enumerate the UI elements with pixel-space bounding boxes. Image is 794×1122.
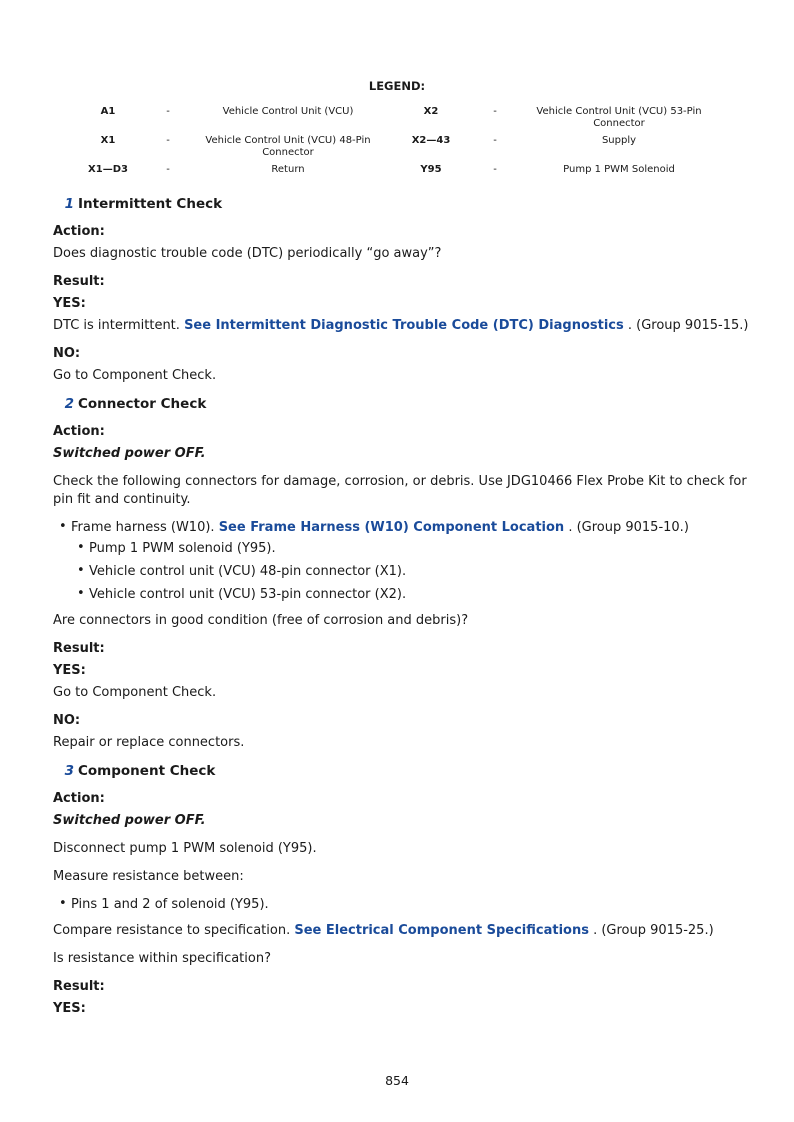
step-heading xyxy=(53,395,753,413)
legend-code: A1 xyxy=(100,106,116,117)
step-title: Intermittent Check xyxy=(78,196,223,212)
step-heading xyxy=(53,762,753,780)
instruction-text: Check the following connectors for damage, corrosion, or debris. Use JDG10466 Flex Probe Kit to check for pin fit and continuity. xyxy=(53,474,747,507)
legend-code: X2—43 xyxy=(411,135,451,146)
action-label: Action: xyxy=(53,424,105,439)
harness-text: Frame harness (W10). xyxy=(71,520,215,535)
no-text: Repair or replace connectors. xyxy=(53,735,245,750)
yes-label: YES: xyxy=(53,663,86,678)
yes-text-body: DTC is intermittent. xyxy=(53,318,180,333)
legend-dash: - xyxy=(493,135,497,146)
list-item: • Pump 1 PWM solenoid (Y95). xyxy=(89,540,753,558)
legend-dash: - xyxy=(166,164,170,175)
compare-text xyxy=(53,922,753,940)
legend-description: Pump 1 PWM Solenoid xyxy=(563,164,675,175)
result-label: Result: xyxy=(53,979,105,994)
measure-text: Measure resistance between: xyxy=(53,869,244,884)
compare-text-body: Compare resistance to specification. xyxy=(53,923,291,938)
legend-code: X2 xyxy=(423,106,439,117)
no-label: NO: xyxy=(53,713,81,728)
result-label: Result: xyxy=(53,641,105,656)
frame-harness-link[interactable]: See Frame Harness (W10) Component Location xyxy=(218,520,565,535)
legend-dash: - xyxy=(493,106,497,117)
no-text: Go to Component Check. xyxy=(53,368,217,383)
yes-label: YES: xyxy=(53,296,86,311)
list-item: • Vehicle control unit (VCU) 48-pin connector (X1). xyxy=(89,563,753,581)
power-off-note: Switched power OFF. xyxy=(53,813,206,828)
group-reference: . (Group 9015-15.) xyxy=(623,318,749,333)
step-title: Connector Check xyxy=(78,396,207,412)
legend-description: Vehicle Control Unit (VCU) 48-Pin Connector xyxy=(205,135,371,158)
legend-code: X1—D3 xyxy=(88,164,128,175)
yes-text xyxy=(53,317,753,335)
list-item xyxy=(71,519,753,537)
step-title: Component Check xyxy=(78,763,216,779)
group-reference: . (Group 9015-10.) xyxy=(564,520,689,535)
list-item: • Vehicle control unit (VCU) 53-pin connector (X2). xyxy=(89,586,753,604)
page-number: 854 xyxy=(385,1073,409,1088)
legend-row xyxy=(60,106,740,129)
pin-list xyxy=(53,896,753,914)
step-number: 2 xyxy=(64,396,74,412)
legend-dash: - xyxy=(166,135,170,146)
action-label: Action: xyxy=(53,224,105,239)
legend-description: Supply xyxy=(601,135,637,146)
result-label: Result: xyxy=(53,274,105,289)
legend-code: Y95 xyxy=(420,164,442,175)
question-text: Are connectors in good condition (free of corrosion and debris)? xyxy=(53,613,469,628)
legend-dash: - xyxy=(166,106,170,117)
legend-description: Return xyxy=(271,164,305,175)
procedure-content xyxy=(53,195,753,1022)
action-label: Action: xyxy=(53,791,105,806)
legend-description: Vehicle Control Unit (VCU) xyxy=(222,106,354,117)
step-number: 1 xyxy=(64,196,74,212)
power-off-note: Switched power OFF. xyxy=(53,446,206,461)
legend-code: X1 xyxy=(100,135,116,146)
step-heading xyxy=(53,195,753,213)
electrical-specs-link[interactable]: See Electrical Component Specifications xyxy=(294,923,589,938)
step-number: 3 xyxy=(64,763,74,779)
yes-text: Go to Component Check. xyxy=(53,685,217,700)
legend-dash: - xyxy=(493,164,497,175)
legend-row xyxy=(60,135,740,158)
group-reference: . (Group 9015-25.) xyxy=(588,923,714,938)
legend-title: LEGEND: xyxy=(368,79,426,93)
action-text: Does diagnostic trouble code (DTC) periodically “go away”? xyxy=(53,246,442,261)
no-label: NO: xyxy=(53,346,81,361)
connector-list xyxy=(53,519,753,604)
legend-table xyxy=(60,106,740,182)
question-text: Is resistance within specification? xyxy=(53,951,271,966)
yes-label: YES: xyxy=(53,1001,86,1016)
disconnect-text: Disconnect pump 1 PWM solenoid (Y95). xyxy=(53,841,317,856)
list-item: • Pins 1 and 2 of solenoid (Y95). xyxy=(71,896,753,914)
intermittent-dtc-link[interactable]: See Intermittent Diagnostic Trouble Code (DTC) Diagnostics xyxy=(184,318,624,333)
legend-description: Vehicle Control Unit (VCU) 53-Pin Connector xyxy=(536,106,702,129)
legend-row xyxy=(60,164,740,176)
